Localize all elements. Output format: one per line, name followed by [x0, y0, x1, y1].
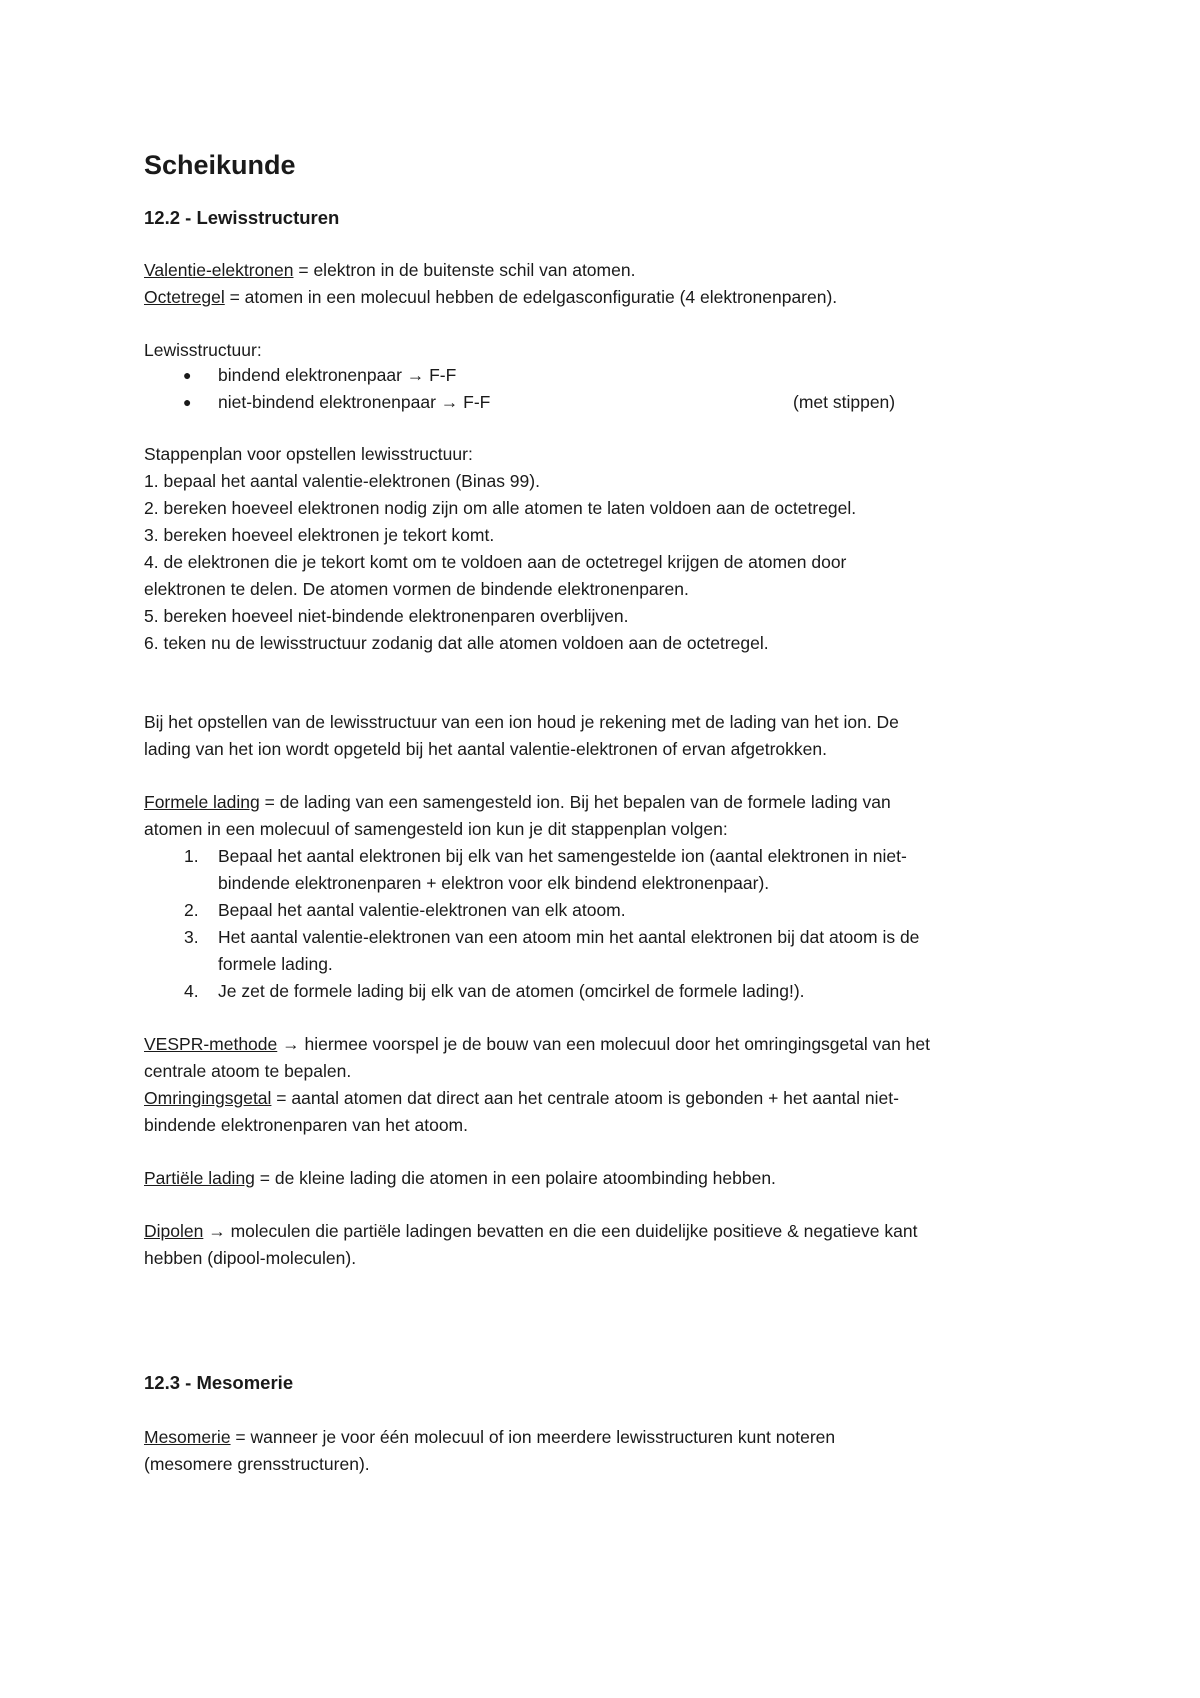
definition-text: → moleculen die partiële ladingen bevatten en die een duidelijke positieve & negatieve kant	[203, 1221, 918, 1241]
bullet-item: niet-bindend elektronenpaar → F-F	[218, 392, 491, 412]
ion-paragraph-line: Bij het opstellen van de lewisstructuur van een ion houd je rekening met de lading van het ion. De	[144, 712, 899, 732]
definition-text: = aantal atomen dat direct aan het centrale atoom is gebonden + het aantal niet-	[271, 1088, 899, 1108]
definition-partiele-lading	[144, 1165, 776, 1192]
term: Octetregel	[144, 287, 225, 307]
list-number: 1.	[184, 846, 199, 866]
definition-text: = de lading van een samengesteld ion. Bij het bepalen van de formele lading van	[259, 792, 891, 812]
list-item-line: Bepaal het aantal elektronen bij elk van het samengestelde ion (aantal elektronen in niet-	[218, 846, 907, 866]
definition-vespr	[144, 1031, 930, 1058]
list-item-line: bindende elektronenparen + elektron voor elk bindend elektronenpaar).	[218, 873, 770, 893]
bullet-dot-icon: ●	[183, 394, 192, 410]
step-line: elektronen te delen. De atomen vormen de bindende elektronenparen.	[144, 579, 689, 599]
step-line: 3. bereken hoeveel elektronen je tekort komt.	[144, 525, 495, 545]
bullet-dot-icon: ●	[183, 367, 192, 383]
definition-mesomerie	[144, 1424, 835, 1451]
definition-continuation: bindende elektronenparen van het atoom.	[144, 1115, 468, 1135]
definition-text: = elektron in de buitenste schil van atomen.	[293, 260, 636, 280]
term: VESPR-methode	[144, 1034, 278, 1054]
list-item-line: Je zet de formele lading bij elk van de atomen (omcirkel de formele lading!).	[218, 981, 805, 1001]
term: Omringingsgetal	[144, 1088, 272, 1108]
definition-continuation: (mesomere grensstructuren).	[144, 1454, 370, 1474]
definition-continuation: atomen in een molecuul of samengesteld ion kun je dit stappenplan volgen:	[144, 819, 728, 839]
list-number: 3.	[184, 927, 199, 947]
definition-continuation: hebben (dipool-moleculen).	[144, 1248, 357, 1268]
step-line: 5. bereken hoeveel niet-bindende elektronenparen overblijven.	[144, 606, 629, 626]
definition-text: = de kleine lading die atomen in een polaire atoombinding hebben.	[254, 1168, 776, 1188]
definition-dipolen	[144, 1218, 917, 1245]
term: Mesomerie	[144, 1427, 231, 1447]
definition-text: = wanneer je voor één molecuul of ion meerdere lewisstructuren kunt noteren	[230, 1427, 836, 1447]
definition-octetregel	[144, 284, 837, 311]
term: Valentie-elektronen	[144, 260, 294, 280]
definition-formele-lading	[144, 789, 891, 816]
bullet-item: bindend elektronenpaar → F-F	[218, 365, 457, 385]
term: Partiële lading	[144, 1168, 255, 1188]
bullet-note: (met stippen)	[793, 392, 896, 412]
list-number: 2.	[184, 900, 199, 920]
definition-valentie-elektronen	[144, 257, 635, 284]
list-item-line: formele lading.	[218, 954, 333, 974]
definition-omringingsgetal	[144, 1085, 899, 1112]
step-line: 4. de elektronen die je tekort komt om te voldoen aan de octetregel krijgen de atomen door	[144, 552, 847, 572]
definition-text: = atomen in een molecuul hebben de edelgasconfiguratie (4 elektronenparen).	[224, 287, 838, 307]
list-item-line: Het aantal valentie-elektronen van een atoom min het aantal elektronen bij dat atoom is de	[218, 927, 920, 947]
definition-text: → hiermee voorspel je de bouw van een molecuul door het omringingsgetal van het	[277, 1034, 931, 1054]
definition-continuation: centrale atoom te bepalen.	[144, 1061, 352, 1081]
section-heading-12-2: 12.2 - Lewisstructuren	[144, 207, 340, 228]
list-item-line: Bepaal het aantal valentie-elektronen van elk atoom.	[218, 900, 626, 920]
steps-intro: Stappenplan voor opstellen lewisstructuur:	[144, 444, 473, 464]
step-line: 1. bepaal het aantal valentie-elektronen (Binas 99).	[144, 471, 540, 491]
section-heading-12-3: 12.3 - Mesomerie	[144, 1372, 294, 1393]
page-title: Scheikunde	[144, 150, 296, 180]
lewis-label: Lewisstructuur:	[144, 340, 262, 360]
term: Dipolen	[144, 1221, 204, 1241]
term: Formele lading	[144, 792, 260, 812]
step-line: 6. teken nu de lewisstructuur zodanig dat alle atomen voldoen aan de octetregel.	[144, 633, 769, 653]
step-line: 2. bereken hoeveel elektronen nodig zijn om alle atomen te laten voldoen aan de octetregel.	[144, 498, 857, 518]
list-number: 4.	[184, 981, 199, 1001]
ion-paragraph-line: lading van het ion wordt opgeteld bij het aantal valentie-elektronen of ervan afgetrokken.	[144, 739, 827, 759]
